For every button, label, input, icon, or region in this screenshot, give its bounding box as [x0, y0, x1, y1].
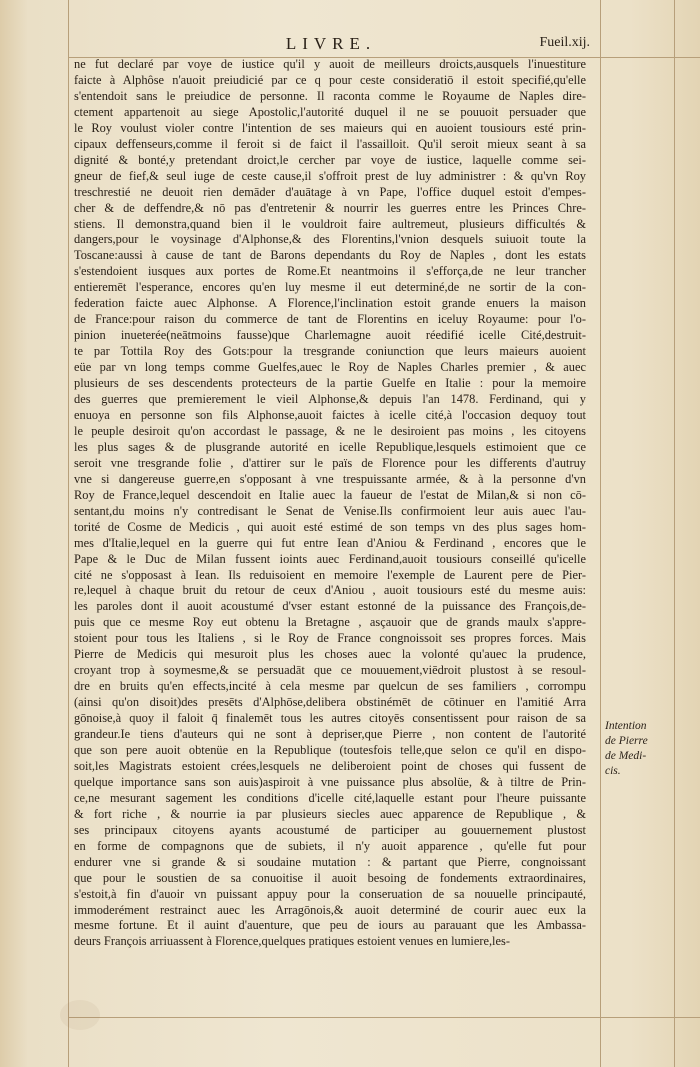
text-line: cher & de deffendre,& nō pas d'entretenir & nourrir les guerres entre les Princes Chre-	[74, 200, 586, 215]
text-line: des guerres que premierement le vieil Alphonse,& depuis l'an 1478. Ferdinand, qui y	[74, 392, 586, 407]
running-title: LIVRE.	[285, 34, 377, 53]
left-margin-rule	[68, 0, 69, 1067]
text-line: soit,les Magistrats estoient crées,lesquels ne deliberoient point de choses qui fussent de	[74, 758, 586, 773]
text-line: vne si dangereuse guerre,en s'opposant à vne trespuissante armée, & à la personne d'vn	[74, 471, 586, 486]
outer-margin-rule	[674, 0, 675, 1067]
text-line: Pape & le Duc de Milan fussent ioints auec Ferdinand,auoit tousiours conseillé qu'icelle	[74, 551, 586, 566]
text-line: eüe par vn long temps comme Guelfes,auec le Roy de Naples Charles premier , & auec	[74, 360, 586, 375]
right-column-rule	[600, 0, 601, 1067]
text-line: seroit vne tresgrande folie , d'attirer sur le païs de Florence pour les differents d'autruy	[74, 455, 586, 470]
text-line: plusieurs de ses descendents protecteurs de la partie Guelfe en Italie : pour la memoire	[74, 376, 586, 391]
text-line: cité ne s'opposast à Iean. Ils reduisoient en memoire l'exemple de Laurent pere de Pier-	[74, 567, 586, 582]
text-line: Toscane:aussi à cause de tant de Barons dependants du Roy de Naples , dont les estats	[74, 248, 586, 263]
text-line: treschrestié ne deuoit rien demāder d'auātage à vn Pape, l'office duquel estoit d'empes-	[74, 184, 586, 199]
text-line: immoderément restrainct auec les Arragōnois,& auoit determiné de courir auec eux la	[74, 902, 586, 917]
margin-note	[605, 719, 667, 779]
text-line: re,lequel à chaque bruit du retour de ceux d'Aniou , auoit tousiours esté du mesme auis:	[74, 583, 586, 598]
text-line: torité de Cosme de Medicis , qui auoit esté estimé de son temps vn des plus sages hom-	[74, 519, 586, 534]
text-line: en forme de compagnons que de subiets, il n'y auoit apparence , qu'elle fut pour	[74, 838, 586, 853]
text-line: cipaux deffenseurs,comme il feroit si de faict il l'assailloit. Qu'il seroit mieux seant à sa	[74, 136, 586, 151]
text-line: enuoya en personne son fils Alphonse,auoit faictes à icelle cité,à l'occasion dequoy tout	[74, 407, 586, 422]
text-line: ctement appartenoit au siege Apostolic,l'autorité duquel il ne se pouuoit persuader que	[74, 104, 586, 119]
margin-note-line: cis.	[605, 765, 621, 777]
page-header	[72, 32, 590, 56]
text-line: & fort riche , & nourrie ia par plusieurs siecles auec apparence de Republique , &	[74, 806, 586, 821]
text-line: les plus sages & de plusgrande autorité en icelle Republique,lesquels estimoient que ce	[74, 439, 586, 454]
text-line: stoient pour tous les Italiens , si le Roy de France congnoissoit ses propres forces. Mais	[74, 631, 586, 646]
text-line: croyant trop à soymesme,& se persuadāt que ce mouuement,viēdroit plustost à se resoul-	[74, 663, 586, 678]
text-line: s'estoit,à fin d'auoir vn puissant appuy pour la conseruation de sa nouuelle principauté,	[74, 886, 586, 901]
text-line: ne fut declaré par voye de iustice qu'il y auoit de meilleurs droicts,ausquels l'inuestiture	[74, 57, 586, 71]
margin-note-line: de Pierre	[605, 735, 648, 747]
text-line: que pour le soustien de sa conuoitise il auoit besoing de fondements extraordinaires,	[74, 870, 586, 885]
text-line: ce,ne mesurant sagement les conditions d'icelle cité,laquelle estant pour l'heure puissante	[74, 790, 586, 805]
footer-rule	[68, 1017, 700, 1018]
margin-note-line: de Medi-	[605, 750, 647, 762]
text-line: entieremēt l'esperance, encores qu'en luy mesme il eut determiné,de ne sortir de la con-	[74, 280, 586, 295]
text-line: faicte à Alphôse n'auoit preiudicié par ce q pour ceste consideratiō il estoit specifié,qu'elle	[74, 72, 586, 87]
text-line: dangers,pour le voysinage d'Alphonse,& des Florentins,l'vnion desquels suiuoit toute la	[74, 232, 586, 247]
text-line: deurs François arriuassent à Florence,quelques pratiques estoient venues en lumiere,les-	[74, 934, 510, 949]
text-line: Roy de France,lequel descendoit en Italie auec la faueur de l'estat de Milan,& si non cō-	[74, 487, 586, 502]
text-line: s'entendoit sans le preiudice de personne. Il raconta comme le Royaume de Naples dire-	[74, 88, 586, 103]
text-line: s'estendoient iusques aux portes de Rome.Et neantmoins il s'efforça,de ne leur trancher	[74, 264, 586, 279]
text-line: dre en bruits qu'en effects,incité à cela mesme par quelcun de ses familiers , corrompu	[74, 679, 586, 694]
text-line: gneur de fief,& seul iuge de ceste cause,il s'offroit prest de luy administrer : & qu'vn Roy	[74, 168, 586, 183]
text-line: federation faicte auec Alphonse. A Florence,l'inclination estoit grande enuers la maison	[74, 296, 586, 311]
text-line: le peuple desiroit qu'on accordast le passage, & ne le desiroient pas moins , les citoyens	[74, 423, 586, 438]
margin-note-line: Intention	[605, 720, 647, 732]
text-line: mesme fortune. Et il auint d'auenture, que peu de iours au parauant que les Ambassa-	[74, 918, 586, 933]
text-line: ses principaux citoyens ayants acoustumé de participer au gouuernement plustost	[74, 822, 586, 837]
text-line: te par Tottila Roy des Gots:pour la tresgrande coniunction que leurs maieurs auoient	[74, 344, 586, 359]
text-line: puis que ce mesme Roy eut obtenu la Bretagne , asçauoir que de grands maulx s'appre-	[74, 615, 586, 630]
text-line: de France:pour raison du commerce de tant de Florentins en iceluy Royaume: pour l'o-	[74, 312, 586, 327]
folio-number: Fueil.xij.	[539, 35, 590, 50]
text-line: grandeur.Ie tiens d'auteurs qui ne sont à depriser,que Pierre , non content de l'autorité	[74, 727, 586, 742]
text-line: dignité & bonté,y pretendant droict,le cercher par voye de iustice, laquelle comme sei-	[74, 152, 586, 167]
text-line: quelque importance sans son auis)aspiroit à vne puissance plus absolüe, & à tiltre de Prin-	[74, 774, 586, 789]
text-line: les paroles dont il auoit acoustumé d'vser estant estonné de la puissance des François,de-	[74, 599, 586, 614]
text-line: endurer vne si grande & si soudaine mutation : & partant que Pierre, congnoissant	[74, 854, 586, 869]
text-line: mes d'Italie,lequel en la guerre qui fut entre Iean d'Aniou & Ferdinand , encores que le	[74, 535, 586, 550]
body-text	[74, 57, 586, 950]
paper-stain	[60, 1000, 100, 1030]
text-line: Pierre de Medicis qui mesuroit plus les choses auec la volonté qu'auec la prudence,	[74, 647, 586, 662]
text-line: que son pere auoit obtenüe en la Republique (toutesfois telle,que selon ce qu'il en dispo-	[74, 742, 586, 757]
text-line: le Roy voulust violer contre l'intention de ses maieurs qui en auoient tousiours esté prin-	[74, 120, 586, 135]
text-line: sentant,du moins n'y contredisant le Senat de Venise.Ils confirmoient leur auis auec l'au-	[74, 503, 586, 518]
text-line: gōnoise,à quoy il faloit q̄ finalemēt tous les autres citoyēs consentissent pour raison de sa	[74, 711, 586, 726]
text-line: pinion inueterée(neātmoins fausse)que Charlemagne auoit réedifié icelle Cité,destruit-	[74, 328, 586, 343]
text-line: (ainsi qu'on disoit)des presēts d'Alphōse,delibera obstinémēt de cōtinuer en l'amitié Arra	[74, 695, 586, 710]
text-line: stiens. Il demonstra,quand bien il le vouldroit faire aultremeut, plusieurs difficultés &	[74, 216, 586, 231]
